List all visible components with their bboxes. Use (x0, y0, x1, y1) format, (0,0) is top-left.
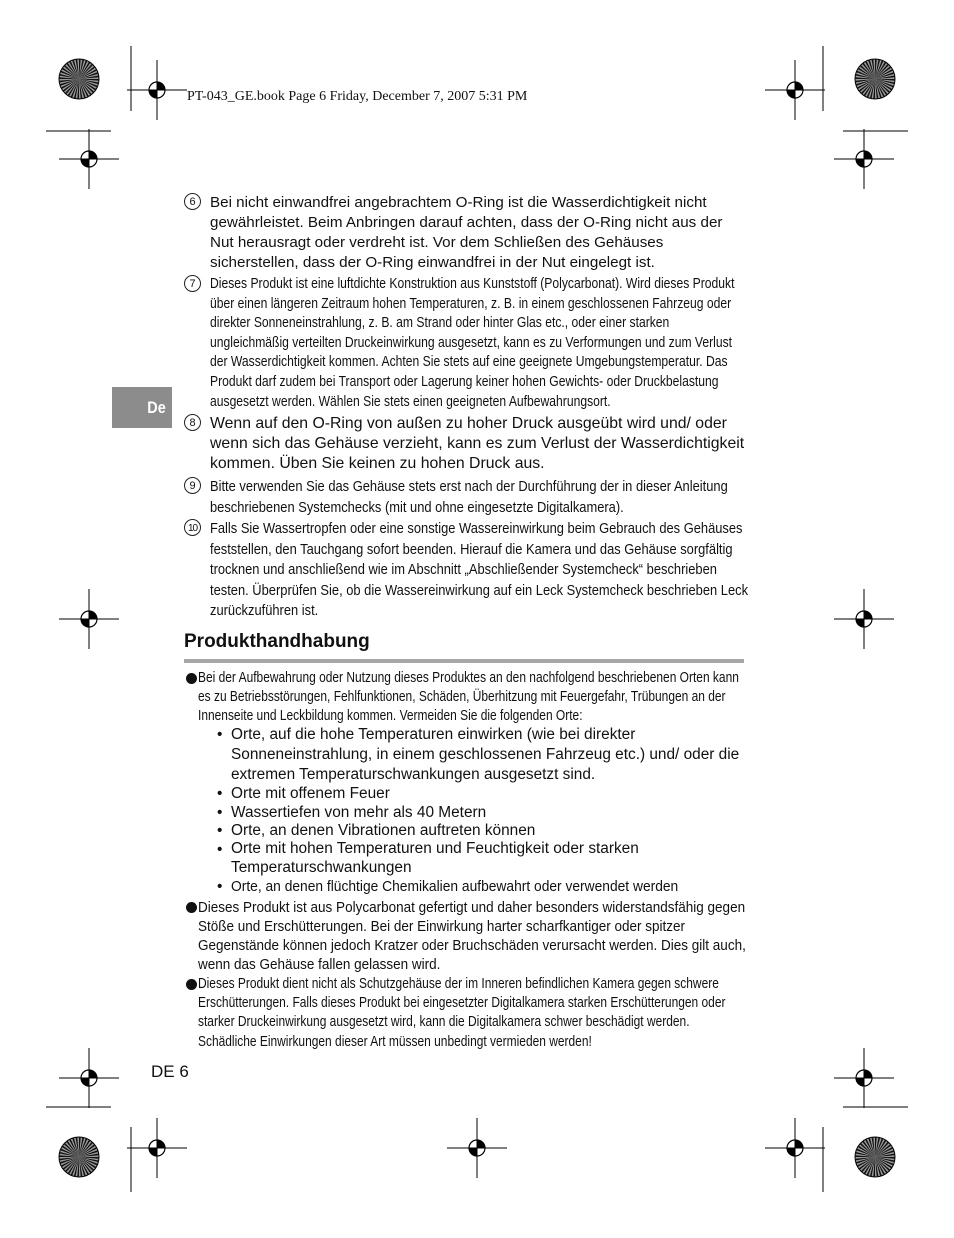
list-item (184, 519, 749, 621)
item-text: Bitte verwenden Sie das Gehäuse stets erst nach der Durchführung der in dieser Anleitung beschriebenen Systemchecks (mit und ohne eingesetzte Digitalkamera). (210, 478, 728, 516)
registration-mark-icon (127, 60, 187, 120)
language-tab (112, 387, 172, 428)
section-heading: Produkthandhabung (184, 631, 370, 652)
bullet-text: Bei der Aufbewahrung oder Nutzung dieses Produktes an den nachfolgend beschriebenen Orten kann es zu Betriebsstörungen, Fehlfunktionen, Schäden, Überhitzung mit Feuergefahr, Trübungen an der Innenseite und Leckbildung kommen. Vermeiden Sie die folgenden Orte: (198, 670, 739, 725)
starburst-mark-icon (855, 1137, 895, 1177)
starburst-mark-icon (855, 59, 895, 99)
bullet-text: Dieses Produkt ist aus Polycarbonat gefertigt und daher besonders widerstandsfähig gegen Stöße und Erschütterungen. Bei der Einwirkung harter scharfkantiger oder spitzer Gegenstände können jedoch Kratzer oder Bruchschäden verursacht werden. Dies gilt auch, wenn das Gehäuse fallen gelassen wird. (198, 899, 746, 973)
registration-mark-icon (765, 60, 825, 120)
starburst-mark-icon (59, 59, 99, 99)
registration-mark-icon (447, 1118, 507, 1178)
starburst-mark-icon (59, 1137, 99, 1177)
bullet-glyph: • (217, 822, 223, 839)
bullet-item (186, 669, 746, 729)
place-text: Orte, auf die hohe Temperaturen einwirken (wie bei direkter Sonneneinstrahlung, in einem geschlossenen Fahrzeug etc.) und/ oder die extremen Temperaturschwankungen ausgesetzt sind. (231, 726, 740, 783)
registration-mark-icon (765, 1118, 825, 1178)
item-number: 8 (184, 414, 201, 431)
list-item (184, 477, 749, 519)
list-item (184, 193, 749, 273)
page-number: DE 6 (151, 1062, 189, 1081)
registration-mark-icon (834, 1048, 894, 1108)
registration-mark-icon (834, 589, 894, 649)
item-text: Wenn auf den O-Ring von außen zu hoher Druck ausgeübt wird und/ oder wenn sich das Gehäuse verzieht, kann es zum Verlust der Wasserdichtigkeit kommen. Üben Sie keinen zu hohen Druck aus. (210, 415, 745, 472)
item-text: Bei nicht einwandfrei angebrachtem O-Ring ist die Wasserdichtigkeit nicht gewährleistet. Beim Anbringen darauf achten, dass der O-Ring nicht aus der Nut herausragt oder verdreht ist. Vor dem Schließen des Gehäuses sicherstellen, dass der O-Ring einwandfrei in der Nut eingelegt ist. (210, 194, 723, 271)
bullet-item (186, 975, 746, 1051)
bullet-glyph: • (217, 841, 223, 858)
item-number: 10 (184, 519, 201, 536)
list-item (184, 414, 749, 476)
bullet-dot (186, 902, 197, 913)
registration-mark-icon (127, 1118, 187, 1178)
bullet-glyph: • (217, 726, 223, 743)
bullet-glyph: • (217, 878, 223, 895)
heading-rule (184, 659, 744, 663)
bullet-text: Dieses Produkt dient nicht als Schutzgehäuse der im Inneren befindlichen Kamera gegen schwere Erschütterungen. Falls dieses Produkt bei eingesetzter Digitalkamera starken Erschütterungen oder starker Druckeinwirkung ausgesetzt wird, kann die Digitalkamera schwer beschädigt werden. Schädliche Einwirkungen dieser Art müssen unbedingt vermieden werden! (198, 976, 726, 1050)
item-number: 9 (184, 477, 201, 494)
place-text: Orte mit hohen Temperaturen und Feuchtigkeit oder starken Temperaturschwankungen (231, 840, 639, 876)
registration-mark-icon (59, 589, 119, 649)
bullet-glyph: • (217, 804, 223, 821)
place-text: Orte mit offenem Feuer (231, 785, 390, 802)
item-number: 6 (184, 193, 201, 210)
bullet-dot (186, 673, 197, 684)
place-text: Wassertiefen von mehr als 40 Metern (231, 804, 487, 821)
list-item (184, 275, 749, 415)
language-tab-label: De (147, 398, 166, 417)
print-header: PT-043_GE.book Page 6 Friday, December 7, 2007 5:31 PM (187, 89, 528, 104)
place-text: Orte, an denen flüchtige Chemikalien aufbewahrt oder verwendet werden (231, 878, 679, 895)
registration-mark-icon (59, 1048, 119, 1108)
registration-mark-icon (59, 129, 119, 189)
bullet-item (186, 898, 746, 974)
bullet-dot (186, 979, 197, 990)
item-text: Falls Sie Wassertropfen oder eine sonstige Wassereinwirkung beim Gebrauch des Gehäuses feststellen, den Tauchgang sofort beenden. Hierauf die Kamera und das Gehäuse sorgfältig trocknen und anschließend wie im Abschnitt „Abschließender Systemcheck“ beschrieben testen. Überprüfen Sie, ob die Wassereinwirkung auf ein Leck Systemcheck beschrieben Leck zurückzuführen ist. (210, 520, 749, 620)
place-text: Orte, an denen Vibrationen auftreten können (231, 822, 536, 839)
item-number: 7 (184, 275, 201, 292)
bullet-glyph: • (217, 785, 223, 802)
item-text: Dieses Produkt ist eine luftdichte Konstruktion aus Kunststoff (Polycarbonat). Wird dieses Produkt über einen längeren Zeitraum hohen Temperaturen, z. B. in einem geschlossenen Fahrzeug oder direkter Sonneneinstrahlung, z. B. am Strand oder hinter Glas etc., oder einer starken ungleichmäßig verteilten Druckeinwirkung ausgesetzt, kann es zu Verformungen und zum Verlust der Wasserdichtigkeit kommen. Achten Sie stets auf eine geeignete Umgebungstemperatur. Das Produkt darf zudem bei Transport oder Lagerung keiner hohen Gewichts- oder Druckbelastung ausgesetzt werden. Wählen Sie stets einen geeigneten Aufbewahrungsort. (210, 276, 735, 410)
registration-mark-icon (834, 129, 894, 189)
